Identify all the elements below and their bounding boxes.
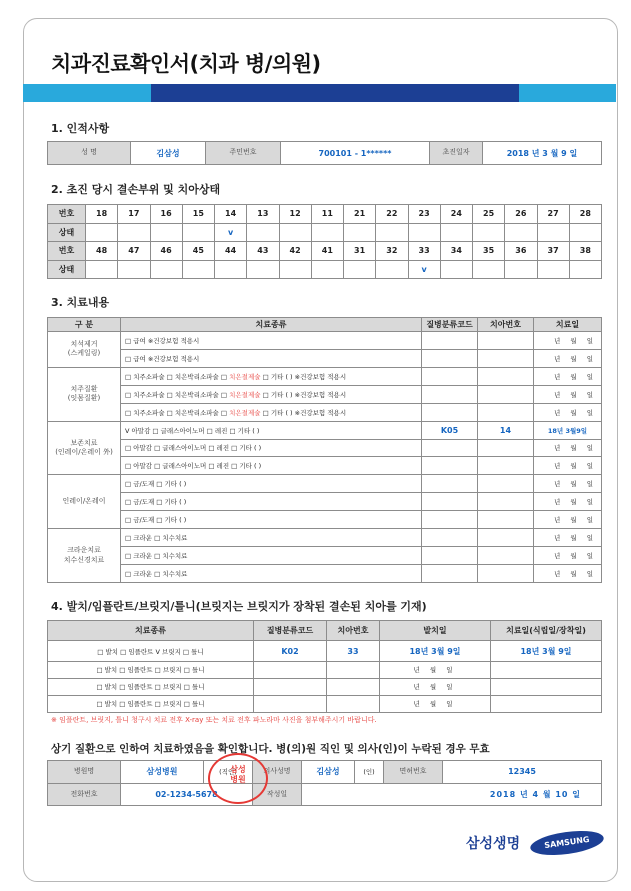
option-c: □ 기타 ( ) ※건강보험 적용시 — [262, 408, 347, 417]
tooth-cell: 14 — [478, 421, 534, 439]
license-value: 12345 — [443, 761, 602, 784]
written-label: 작성일 — [253, 783, 302, 806]
lower-status — [279, 260, 311, 279]
lower-number: 38 — [569, 242, 601, 261]
upper-status — [86, 223, 118, 242]
option-a: □ 치주소파술 □ 치은박리소파술 □ — [125, 408, 228, 417]
treatment-table — [47, 317, 602, 583]
date-cell: 년 월 일 — [534, 529, 602, 547]
lower-status — [182, 260, 214, 279]
ext-treat-date — [491, 695, 602, 712]
option-b: 치은절제술 — [229, 390, 261, 399]
upper-number: 25 — [473, 205, 505, 224]
upper-number: 17 — [118, 205, 150, 224]
code-cell — [422, 547, 478, 565]
lower-status — [118, 260, 150, 279]
th-code: 질병분류코드 — [422, 318, 478, 332]
category-cell — [48, 421, 121, 475]
lower-status — [344, 260, 376, 279]
upper-status — [408, 223, 440, 242]
option-c: □ 기타 ( ) ※건강보험 적용시 — [262, 372, 347, 381]
ext-treat-date — [491, 678, 602, 695]
treatment-options: □ 크라운 □ 치수치료 — [121, 529, 422, 547]
date-cell: 년 월 일 — [534, 349, 602, 367]
phone-label: 전화번호 — [48, 783, 121, 806]
treatment-options: □ 급여 ※건강보험 적용시 — [121, 349, 422, 367]
date-cell: 년 월 일 — [534, 332, 602, 350]
first-visit-value: 2018 년 3 월 9 일 — [483, 142, 602, 165]
ext-type: □ 발치 □ 임플란트 □ 브릿지 □ 틀니 — [48, 661, 254, 678]
samsung-logo: SAMSUNG — [529, 827, 605, 859]
tooth-cell — [478, 349, 534, 367]
first-visit-label: 초진일자 — [430, 142, 483, 165]
code-cell — [422, 529, 478, 547]
lower-status — [150, 260, 182, 279]
lower-status — [473, 260, 505, 279]
treatment-options: □ 급여 ※건강보험 적용시 — [121, 332, 422, 350]
ext-type: □ 발치 □ 임플란트 □ 브릿지 □ 틀니 — [48, 695, 254, 712]
status-label: 상태 — [48, 260, 86, 279]
tooth-cell — [478, 457, 534, 475]
upper-number: 21 — [344, 205, 376, 224]
lower-number: 31 — [344, 242, 376, 261]
category-name: 보존치료 — [70, 438, 98, 447]
treatment-options: □ 아말감 □ 글래스아이노머 □ 레진 □ 기타 ( ) — [121, 457, 422, 475]
lower-number: 48 — [86, 242, 118, 261]
tooth-cell — [478, 529, 534, 547]
treatment-options: □ 크라운 □ 치수치료 — [121, 564, 422, 582]
upper-number: 24 — [440, 205, 472, 224]
ext-date: 년 월 일 — [380, 661, 491, 678]
date-cell: 년 월 일 — [534, 439, 602, 457]
date-cell: 년 월 일 — [534, 457, 602, 475]
tooth-cell — [478, 385, 534, 403]
date-cell: 년 월 일 — [534, 547, 602, 565]
tooth-cell — [478, 547, 534, 565]
upper-status — [118, 223, 150, 242]
upper-status — [182, 223, 214, 242]
lower-status — [215, 260, 247, 279]
upper-number: 13 — [247, 205, 279, 224]
upper-status — [440, 223, 472, 242]
category-sub: (인레이/온레이 外) — [55, 447, 113, 456]
name-value: 김삼성 — [131, 142, 206, 165]
code-cell — [422, 385, 478, 403]
header-bar-left — [23, 84, 151, 102]
upper-status — [376, 223, 408, 242]
lower-number: 33 — [408, 242, 440, 261]
lower-number: 36 — [505, 242, 537, 261]
section-personal-title: 1. 인적사항 — [51, 122, 110, 135]
code-cell — [422, 475, 478, 493]
category-cell — [48, 367, 121, 421]
lower-status — [247, 260, 279, 279]
th-tooth: 치아번호 — [478, 318, 534, 332]
ext-tooth — [327, 661, 380, 678]
th-ext-tooth: 치아번호 — [327, 621, 380, 641]
upper-status — [569, 223, 601, 242]
tooth-cell — [478, 475, 534, 493]
th-ext-treat-date: 치료일(식립일/장착일) — [491, 621, 602, 641]
lower-number: 35 — [473, 242, 505, 261]
upper-status — [247, 223, 279, 242]
tooth-cell — [478, 403, 534, 421]
ext-tooth — [327, 695, 380, 712]
header-bar-right — [519, 84, 616, 102]
tooth-cell — [478, 367, 534, 385]
name-label: 성 명 — [48, 142, 131, 165]
ext-code: K02 — [254, 641, 327, 661]
written-value: 2018 년 4 월 10 일 — [302, 783, 602, 806]
date-cell: 18년 3월9일 — [534, 421, 602, 439]
stamp-line-2: 병원 — [230, 775, 246, 784]
lower-number: 34 — [440, 242, 472, 261]
doctor-seal: (인) — [355, 761, 384, 784]
rrn-label: 주민번호 — [206, 142, 281, 165]
category-name: 크라운치료 — [67, 546, 101, 555]
lower-status — [86, 260, 118, 279]
option-c: □ 기타 ( ) ※건강보험 적용시 — [262, 390, 347, 399]
upper-number: 14 — [215, 205, 247, 224]
category-name: 치석제거 — [70, 340, 98, 349]
option-a: □ 치주소파술 □ 치은박리소파술 □ — [125, 390, 228, 399]
upper-number: 16 — [150, 205, 182, 224]
seal-label: (직인) — [204, 761, 253, 784]
extraction-note: ※ 임플란트, 브릿지, 틀니 청구시 치료 전후 X-ray 또는 치료 전후 파노라마 사진을 첨부해주시기 바랍니다. — [51, 716, 377, 724]
tooth-cell — [478, 564, 534, 582]
ext-tooth — [327, 678, 380, 695]
confirmation-statement: 상기 질환으로 인하여 치료하였음을 확인합니다. 병(의)원 직인 및 의사(인)이 누락된 경우 무효 — [51, 743, 490, 755]
lower-number: 45 — [182, 242, 214, 261]
section-teeth-title: 2. 초진 당시 결손부위 및 치아상태 — [51, 183, 221, 196]
tooth-cell — [478, 439, 534, 457]
th-ext-date: 발치일 — [380, 621, 491, 641]
doctor-value: 김삼성 — [302, 761, 355, 784]
document-title: 치과진료확인서(치과 병/의원) — [51, 52, 321, 76]
date-cell: 년 월 일 — [534, 385, 602, 403]
ext-type: □ 발치 □ 임플란트 □ 브릿지 □ 틀니 — [48, 678, 254, 695]
phone-value: 02-1234-5678 — [121, 783, 253, 806]
upper-status — [279, 223, 311, 242]
stamp-line-1: 삼성 — [230, 765, 246, 774]
ext-tooth: 33 — [327, 641, 380, 661]
tooth-cell — [478, 332, 534, 350]
number-label: 번호 — [48, 242, 86, 261]
code-cell — [422, 349, 478, 367]
ext-date: 18년 3월 9일 — [380, 641, 491, 661]
upper-number: 22 — [376, 205, 408, 224]
teeth-table — [47, 204, 602, 279]
confirmation-table — [47, 760, 602, 806]
lower-number: 43 — [247, 242, 279, 261]
lower-status — [505, 260, 537, 279]
date-cell: 년 월 일 — [534, 367, 602, 385]
tooth-cell — [478, 493, 534, 511]
treatment-options: V 아말감 □ 글래스아이노머 □ 레진 □ 기타 ( ) — [121, 421, 422, 439]
treatment-options — [121, 403, 422, 421]
status-label: 상태 — [48, 223, 86, 242]
ext-code — [254, 695, 327, 712]
upper-number: 28 — [569, 205, 601, 224]
hospital-value: 삼성병원 — [121, 761, 204, 784]
upper-status — [344, 223, 376, 242]
th-treatment-type: 치료종류 — [121, 318, 422, 332]
date-cell: 년 월 일 — [534, 403, 602, 421]
lower-number: 32 — [376, 242, 408, 261]
option-b: 치은절제술 — [229, 408, 261, 417]
lower-number: 42 — [279, 242, 311, 261]
code-cell — [422, 564, 478, 582]
lower-status — [440, 260, 472, 279]
code-cell — [422, 457, 478, 475]
upper-status — [505, 223, 537, 242]
license-label: 면허번호 — [384, 761, 443, 784]
date-cell: 년 월 일 — [534, 511, 602, 529]
rrn-value: 700101 - 1****** — [281, 142, 430, 165]
upper-number: 11 — [311, 205, 343, 224]
ext-treat-date: 18년 3월 9일 — [491, 641, 602, 661]
th-date: 치료일 — [534, 318, 602, 332]
treatment-options: □ 아말감 □ 글래스아이노머 □ 레진 □ 기타 ( ) — [121, 439, 422, 457]
code-cell — [422, 332, 478, 350]
lower-status: v — [408, 260, 440, 279]
category-name: 치주질환 — [70, 385, 98, 394]
option-b: 치은절제술 — [229, 372, 261, 381]
treatment-options: □ 금/도재 □ 기타 ( ) — [121, 493, 422, 511]
ext-date: 년 월 일 — [380, 695, 491, 712]
upper-status — [150, 223, 182, 242]
lower-number: 41 — [311, 242, 343, 261]
personal-info-table — [47, 141, 602, 165]
ext-date: 년 월 일 — [380, 678, 491, 695]
code-cell — [422, 493, 478, 511]
category-sub: (스케일링) — [67, 349, 101, 358]
lower-status — [376, 260, 408, 279]
category-sub: 치수신경치료 — [63, 555, 105, 564]
date-cell: 년 월 일 — [534, 564, 602, 582]
lower-status — [569, 260, 601, 279]
tooth-cell — [478, 511, 534, 529]
category-cell — [48, 529, 121, 583]
treatment-options: □ 금/도재 □ 기타 ( ) — [121, 475, 422, 493]
treatment-options — [121, 385, 422, 403]
category-cell — [48, 332, 121, 368]
hospital-seal-stamp — [208, 753, 268, 804]
treatment-options — [121, 367, 422, 385]
upper-status — [537, 223, 569, 242]
upper-number: 18 — [86, 205, 118, 224]
code-cell — [422, 367, 478, 385]
upper-status — [473, 223, 505, 242]
lower-status — [537, 260, 569, 279]
samsung-life-logo: 삼성생명 — [466, 836, 521, 852]
category-cell — [48, 475, 121, 529]
lower-number: 44 — [215, 242, 247, 261]
upper-number: 23 — [408, 205, 440, 224]
ext-code — [254, 661, 327, 678]
code-cell — [422, 403, 478, 421]
lower-status — [311, 260, 343, 279]
category-sub: (잇몸질환) — [67, 394, 101, 403]
lower-number: 47 — [118, 242, 150, 261]
number-label: 번호 — [48, 205, 86, 224]
date-cell: 년 월 일 — [534, 475, 602, 493]
section-extraction-title: 4. 발치/임플란트/브릿지/틀니(브릿지는 브릿지가 장착된 결손된 치아를 기재) — [51, 600, 427, 613]
extraction-table — [47, 620, 602, 713]
code-cell — [422, 511, 478, 529]
upper-number: 26 — [505, 205, 537, 224]
treatment-options: □ 금/도재 □ 기타 ( ) — [121, 511, 422, 529]
th-ext-code: 질병분류코드 — [254, 621, 327, 641]
header-bar-mid — [151, 84, 519, 102]
ext-treat-date — [491, 661, 602, 678]
upper-status: v — [215, 223, 247, 242]
section-treatment-title: 3. 치료내용 — [51, 296, 110, 309]
lower-number: 46 — [150, 242, 182, 261]
lower-number: 37 — [537, 242, 569, 261]
doctor-label: 의사성명 — [253, 761, 302, 784]
hospital-label: 병원명 — [48, 761, 121, 784]
code-cell — [422, 439, 478, 457]
code-cell: K05 — [422, 421, 478, 439]
date-cell: 년 월 일 — [534, 493, 602, 511]
treatment-options: □ 크라운 □ 치수치료 — [121, 547, 422, 565]
th-ext-type: 치료종류 — [48, 621, 254, 641]
upper-number: 27 — [537, 205, 569, 224]
upper-number: 15 — [182, 205, 214, 224]
category-name: 인레이/온레이 — [62, 497, 106, 506]
upper-status — [311, 223, 343, 242]
ext-type: □ 발치 □ 임플란트 V 브릿지 □ 틀니 — [48, 641, 254, 661]
ext-code — [254, 678, 327, 695]
option-a: □ 치주소파술 □ 치은박리소파술 □ — [125, 372, 228, 381]
upper-number: 12 — [279, 205, 311, 224]
th-category: 구 분 — [48, 318, 121, 332]
